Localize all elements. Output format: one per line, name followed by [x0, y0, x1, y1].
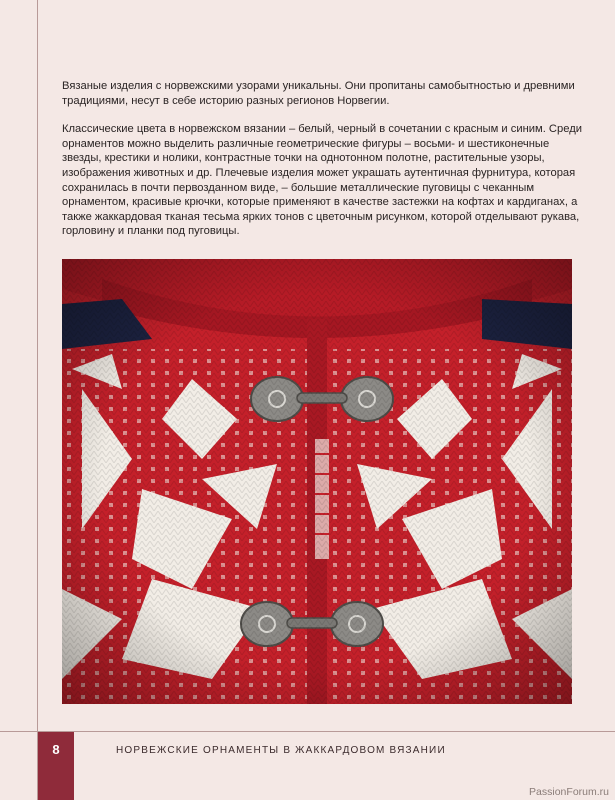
paragraph-intro: Вязаные изделия с норвежскими узорами уникальны. Они пропитаны самобытностью и древними традициями, несут в себе историю разных регионов Норвегии. [62, 80, 575, 107]
running-title: НОРВЕЖСКИЕ ОРНАМЕНТЫ В ЖАККАРДОВОМ ВЯЗАНИИ [116, 745, 446, 756]
footer-rule [0, 731, 615, 732]
knit-cardigan-photo [62, 259, 572, 704]
watermark: PassionForum.ru [529, 786, 609, 798]
left-margin-rule [37, 0, 38, 800]
article-text [62, 79, 582, 253]
page-number: 8 [52, 742, 60, 757]
paragraph-details: Классические цвета в норвежском вязании – белый, черный в сочетании с красным и синим. Среди орнаментов можно выделить различные геометрические фигуры – восьми- и шестиконечные звезды, крестики и нолики, контрастные точки на однотонном полотне, растительные узоры, изображения животных и др. Плечевые изделия может украшать аутентичная фурнитура, которая сохранилась в почти первозданном виде, – большие металлические пуговицы с чеканным орнаментом, красивые крючки, которые применяют в качестве застежки на кофтах и кардиганах, а также жаккардовая тканая тесьма ярких тонов с цветочным рисунком, которой отделывают рукава, горловину и планки под пуговицы. [62, 123, 582, 238]
